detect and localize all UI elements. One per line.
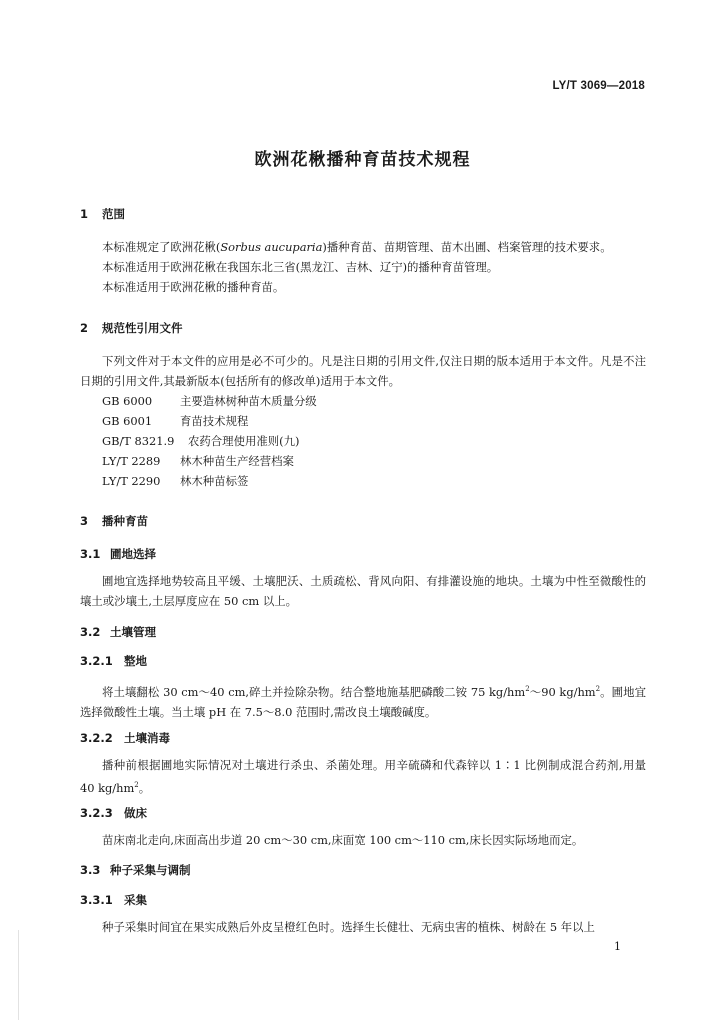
section-number: 1 bbox=[80, 207, 89, 221]
document-title: 欧洲花楸播种育苗技术规程 bbox=[254, 150, 471, 170]
superscript: 2 bbox=[134, 780, 139, 789]
latin-name: Sorbus aucuparia bbox=[220, 240, 323, 254]
reference-code: LY/T 2289 bbox=[102, 454, 161, 468]
subsection-3-3-1-text: 种子采集时间宜在果实成熟后外皮呈橙红色时。选择生长健壮、无病虫害的植株、树龄在 5 年以上 bbox=[102, 920, 595, 934]
reference-code: GB 6000 bbox=[102, 394, 153, 408]
section-1-paragraph-2: 本标准适用于欧洲花楸在我国东北三省(黑龙江、吉林、辽宁)的播种育苗管理。 bbox=[102, 260, 499, 274]
section-number: 3.2 bbox=[80, 625, 101, 639]
subsection-3-2-2-text bbox=[80, 756, 646, 798]
subsection-3-2-2-heading bbox=[80, 730, 170, 746]
superscript: 2 bbox=[525, 685, 530, 693]
subsection-3-2-3-heading bbox=[80, 805, 147, 821]
section-number: 3.3.1 bbox=[80, 893, 113, 907]
section-title: 播种育苗 bbox=[102, 514, 148, 528]
reference-title: 育苗技术规程 bbox=[180, 414, 249, 428]
section-number: 3.2.3 bbox=[80, 806, 113, 820]
section-title: 范围 bbox=[102, 207, 125, 221]
section-number: 3.1 bbox=[80, 547, 101, 561]
section-1-heading bbox=[80, 206, 125, 222]
section-title: 采集 bbox=[124, 893, 147, 907]
superscript: 2 bbox=[595, 685, 601, 693]
subsection-3-2-heading bbox=[80, 624, 156, 640]
scan-margin-line bbox=[18, 930, 19, 1020]
section-number: 3.3 bbox=[80, 863, 101, 877]
section-title: 土壤消毒 bbox=[124, 731, 170, 745]
section-title: 做床 bbox=[124, 806, 147, 820]
subsection-3-1-text: 圃地宜选择地势较高且平缓、土壤肥沃、土质疏松、背风向阳、有排灌设施的地块。土壤为中性至微酸性的壤土或沙壤土,土层厚度应在 50 cm 以上。 bbox=[80, 574, 646, 608]
text-run: 。 bbox=[138, 780, 151, 795]
section-number: 2 bbox=[80, 321, 89, 335]
section-title: 整地 bbox=[124, 654, 147, 668]
text-run: 。圃地宜选择微酸性土壤。当土壤 pH 在 7.5～8.0 范围时,需改良土壤酸碱度。 bbox=[80, 685, 646, 719]
reference-item bbox=[102, 393, 317, 409]
subsection-3-2-1-heading bbox=[80, 653, 147, 669]
reference-title: 主要造林树种苗木质量分级 bbox=[180, 394, 317, 408]
reference-item bbox=[102, 413, 248, 429]
reference-code: GB 6001 bbox=[102, 414, 153, 428]
reference-item bbox=[102, 473, 248, 489]
subsection-3-2-1-text bbox=[80, 680, 646, 722]
section-2-intro: 下列文件对于本文件的应用是必不可少的。凡是注日期的引用文件,仅注日期的版本适用于本文件。凡是不注日期的引用文件,其最新版本(包括所有的修改单)适用于本文件。 bbox=[80, 354, 646, 388]
section-1-paragraph-3: 本标准适用于欧洲花楸的播种育苗。 bbox=[102, 280, 285, 294]
text-run: 本标准规定了欧洲花楸( bbox=[102, 240, 221, 254]
page-number: 1 bbox=[614, 940, 621, 953]
subsection-3-3-1-heading bbox=[80, 892, 147, 908]
reference-item bbox=[102, 433, 299, 449]
reference-code: GB/T 8321.9 bbox=[102, 434, 175, 448]
subsection-3-1-heading bbox=[80, 546, 156, 562]
reference-title: 林木种苗生产经营档案 bbox=[180, 454, 294, 468]
section-1-paragraph-1 bbox=[80, 238, 646, 258]
reference-code: LY/T 2290 bbox=[102, 474, 161, 488]
section-number: 3 bbox=[80, 514, 89, 528]
reference-item bbox=[102, 453, 294, 469]
reference-title: 林木种苗标签 bbox=[180, 474, 249, 488]
section-2-heading bbox=[80, 320, 183, 336]
section-title: 规范性引用文件 bbox=[102, 321, 183, 335]
section-3-heading bbox=[80, 513, 148, 529]
section-number: 3.2.2 bbox=[80, 731, 113, 745]
section-number: 3.2.1 bbox=[80, 654, 113, 668]
standard-code: LY/T 3069—2018 bbox=[552, 80, 645, 92]
text-run: 播种前根据圃地实际情况对土壤进行杀虫、杀菌处理。用辛硫磷和代森锌以 1∶1 比例制成混合药剂,用量 40 kg/hm bbox=[80, 758, 646, 795]
text-run: ～90 kg/hm bbox=[529, 685, 596, 699]
subsection-3-3-heading bbox=[80, 862, 191, 878]
text-run: 将土壤翻松 30 cm～40 cm,碎土并捡除杂物。结合整地施基肥磷酸二铵 75 kg/hm bbox=[102, 685, 526, 699]
reference-title: 农药合理使用准则(九) bbox=[188, 434, 300, 448]
text-run: )播种育苗、苗期管理、苗木出圃、档案管理的技术要求。 bbox=[322, 240, 612, 254]
section-title: 土壤管理 bbox=[110, 625, 156, 639]
subsection-3-2-3-text: 苗床南北走向,床面高出步道 20 cm～30 cm,床面宽 100 cm～110 cm,床长因实际场地而定。 bbox=[102, 833, 584, 847]
section-title: 种子采集与调制 bbox=[110, 863, 191, 877]
section-title: 圃地选择 bbox=[110, 547, 156, 561]
